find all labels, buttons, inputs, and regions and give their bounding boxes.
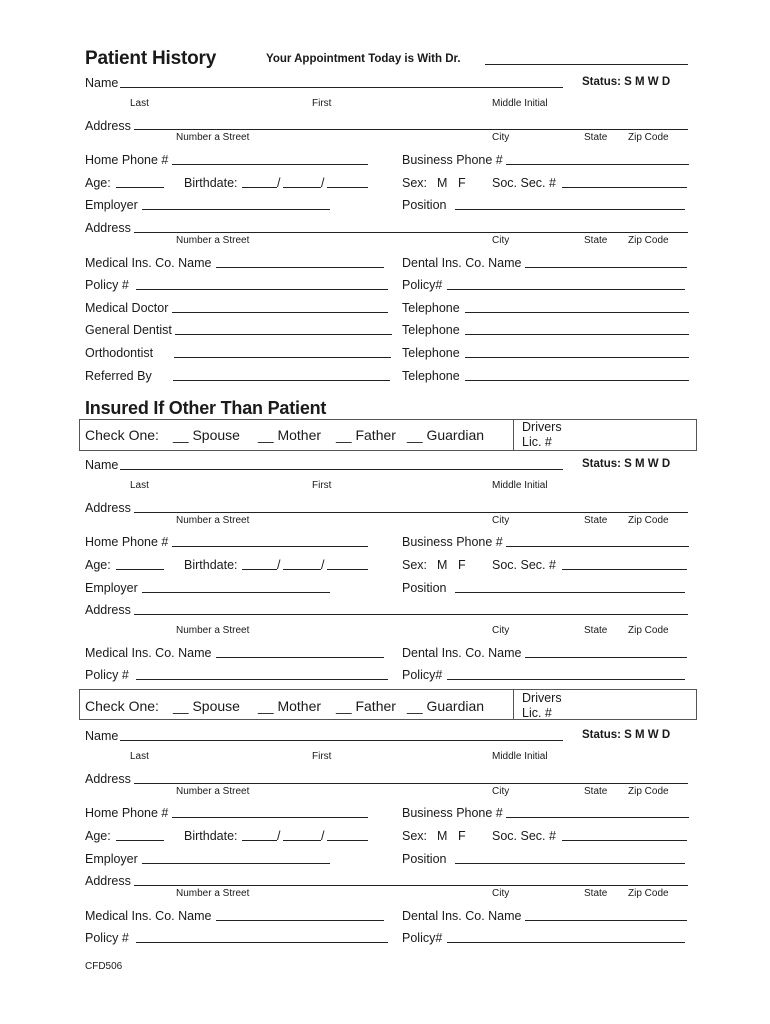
home-phone-field[interactable] [172, 152, 368, 165]
referred-by-field[interactable] [173, 368, 390, 381]
insured-birthdate-day-field[interactable] [283, 828, 321, 841]
date-slash: / [321, 558, 325, 572]
date-slash: / [321, 829, 325, 843]
sex-label: Sex: [402, 176, 428, 190]
age-label: Age: [85, 558, 111, 572]
city-caption: City [492, 888, 510, 899]
form-code: CFD506 [85, 961, 123, 972]
general-dentist-phone-field[interactable] [465, 322, 689, 335]
appointment-label: Your Appointment Today is With Dr. [266, 53, 461, 65]
first-name-caption: First [312, 480, 332, 491]
insured-birthdate-month-field[interactable] [242, 557, 277, 570]
form-title: Patient History [85, 48, 217, 69]
telephone-label: Telephone [402, 323, 460, 337]
sex-option-male[interactable]: M [437, 829, 448, 843]
business-phone-label: Business Phone # [402, 806, 503, 820]
policy-label: Policy # [85, 278, 129, 292]
relationship-father-option[interactable]: __ Father [336, 427, 396, 443]
street-caption: Number a Street [176, 786, 250, 797]
policy-label: Policy # [85, 668, 129, 682]
relationship-father-option[interactable]: __ Father [336, 698, 396, 714]
date-slash: / [277, 829, 281, 843]
box-divider [513, 689, 514, 720]
address-label: Address [85, 119, 131, 133]
insured-medical-ins-field[interactable] [216, 645, 384, 658]
medical-ins-label: Medical Ins. Co. Name [85, 256, 212, 270]
marital-status[interactable]: Status: S M W D [582, 458, 671, 470]
position-label: Position [402, 581, 447, 595]
marital-status[interactable]: Status: S M W D [582, 76, 671, 88]
doctor-name-field[interactable] [485, 52, 688, 65]
insured-business-phone-field[interactable] [506, 534, 689, 547]
last-name-caption: Last [130, 98, 149, 109]
relationship-guardian-option[interactable]: __ Guardian [407, 698, 485, 714]
insured-employer-field[interactable] [142, 580, 330, 593]
insured-business-phone-field[interactable] [506, 805, 689, 818]
address-label: Address [85, 501, 131, 515]
home-phone-label: Home Phone # [85, 535, 169, 549]
state-caption: State [584, 515, 608, 526]
sex-option-female[interactable]: F [458, 558, 466, 572]
insured-employer-address-field[interactable] [134, 873, 688, 886]
dental-ins-field[interactable] [525, 255, 687, 268]
dental-policy-label: Policy# [402, 931, 443, 945]
sex-option-female[interactable]: F [458, 176, 466, 190]
relationship-mother-option[interactable]: __ Mother [258, 698, 322, 714]
relationship-mother-option[interactable]: __ Mother [258, 427, 322, 443]
zip-caption: Zip Code [628, 625, 669, 636]
telephone-label: Telephone [402, 369, 460, 383]
telephone-label: Telephone [402, 301, 460, 315]
insured-medical-ins-field[interactable] [216, 908, 384, 921]
insured-dental-ins-field[interactable] [525, 908, 687, 921]
insured-home-phone-field[interactable] [172, 534, 368, 547]
insured-position-field[interactable] [455, 851, 685, 864]
medical-doctor-phone-field[interactable] [465, 300, 689, 313]
position-label: Position [402, 198, 447, 212]
position-label: Position [402, 852, 447, 866]
sex-label: Sex: [402, 829, 428, 843]
drivers-license-label: Drivers [522, 420, 562, 434]
policy-label: Policy # [85, 931, 129, 945]
telephone-label: Telephone [402, 346, 460, 360]
dental-ins-label: Dental Ins. Co. Name [402, 909, 522, 923]
middle-initial-caption: Middle Initial [492, 480, 548, 491]
insured-birthdate-day-field[interactable] [283, 557, 321, 570]
business-phone-label: Business Phone # [402, 535, 503, 549]
ssn-label: Soc. Sec. # [492, 558, 556, 572]
relationship-spouse-option[interactable]: __ Spouse [173, 698, 240, 714]
zip-caption: Zip Code [628, 888, 669, 899]
insured-age-field[interactable] [116, 828, 164, 841]
zip-caption: Zip Code [628, 515, 669, 526]
check-one-label: Check One: [85, 698, 159, 714]
sex-option-female[interactable]: F [458, 829, 466, 843]
drivers-license-label-line2: Lic. # [522, 706, 552, 720]
sex-option-male[interactable]: M [437, 176, 448, 190]
insured-dental-policy-field[interactable] [447, 667, 685, 680]
sex-option-male[interactable]: M [437, 558, 448, 572]
insured-dental-policy-field[interactable] [447, 930, 685, 943]
marital-status[interactable]: Status: S M W D [582, 729, 671, 741]
state-caption: State [584, 235, 608, 246]
first-name-caption: First [312, 98, 332, 109]
birthdate-year-field[interactable] [327, 175, 368, 188]
street-caption: Number a Street [176, 515, 250, 526]
position-field[interactable] [455, 197, 685, 210]
date-slash: / [321, 176, 325, 190]
insured-address-field[interactable] [134, 771, 688, 784]
drivers-license-label: Drivers [522, 691, 562, 705]
drivers-license-field[interactable] [560, 705, 688, 718]
middle-initial-caption: Middle Initial [492, 751, 548, 762]
city-caption: City [492, 786, 510, 797]
medical-doctor-field[interactable] [172, 300, 388, 313]
employer-address-field[interactable] [134, 220, 688, 233]
insured-employer-address-field[interactable] [134, 602, 688, 615]
address-label: Address [85, 603, 131, 617]
employer-field[interactable] [142, 197, 330, 210]
state-caption: State [584, 786, 608, 797]
insured-dental-ins-field[interactable] [525, 645, 687, 658]
address-label: Address [85, 221, 131, 235]
zip-caption: Zip Code [628, 132, 669, 143]
birthdate-label: Birthdate: [184, 558, 238, 572]
medical-ins-label: Medical Ins. Co. Name [85, 646, 212, 660]
medical-doctor-label: Medical Doctor [85, 301, 169, 315]
home-phone-label: Home Phone # [85, 806, 169, 820]
city-caption: City [492, 625, 510, 636]
age-field[interactable] [116, 175, 164, 188]
date-slash: / [277, 558, 281, 572]
dental-ins-label: Dental Ins. Co. Name [402, 256, 522, 270]
age-label: Age: [85, 829, 111, 843]
birthdate-label: Birthdate: [184, 176, 238, 190]
insured-name-field[interactable] [120, 457, 563, 470]
street-caption: Number a Street [176, 132, 250, 143]
birthdate-month-field[interactable] [242, 175, 277, 188]
birthdate-day-field[interactable] [283, 175, 321, 188]
employer-label: Employer [85, 581, 138, 595]
dental-ins-label: Dental Ins. Co. Name [402, 646, 522, 660]
insured-employer-field[interactable] [142, 851, 330, 864]
dental-policy-label: Policy# [402, 668, 443, 682]
referred-by-phone-field[interactable] [465, 368, 689, 381]
insured-age-field[interactable] [116, 557, 164, 570]
city-caption: City [492, 515, 510, 526]
middle-initial-caption: Middle Initial [492, 98, 548, 109]
orthodontist-field[interactable] [174, 345, 391, 358]
state-caption: State [584, 132, 608, 143]
employer-label: Employer [85, 852, 138, 866]
referred-by-label: Referred By [85, 369, 152, 383]
medical-ins-label: Medical Ins. Co. Name [85, 909, 212, 923]
insured-section-heading: Insured If Other Than Patient [85, 398, 327, 418]
name-label: Name [85, 729, 119, 743]
zip-caption: Zip Code [628, 786, 669, 797]
street-caption: Number a Street [176, 888, 250, 899]
business-phone-field[interactable] [506, 152, 689, 165]
insured-ssn-field[interactable] [562, 828, 687, 841]
city-caption: City [492, 235, 510, 246]
drivers-license-field[interactable] [560, 434, 688, 447]
insured-name-field[interactable] [120, 728, 563, 741]
first-name-caption: First [312, 751, 332, 762]
street-caption: Number a Street [176, 235, 250, 246]
address-label: Address [85, 772, 131, 786]
insured-address-field[interactable] [134, 500, 688, 513]
drivers-license-label-line2: Lic. # [522, 435, 552, 449]
medical-policy-field[interactable] [136, 277, 388, 290]
insured-home-phone-field[interactable] [172, 805, 368, 818]
name-label: Name [85, 458, 119, 472]
relationship-guardian-option[interactable]: __ Guardian [407, 427, 485, 443]
medical-ins-field[interactable] [216, 255, 384, 268]
last-name-caption: Last [130, 480, 149, 491]
home-phone-label: Home Phone # [85, 153, 169, 167]
sex-label: Sex: [402, 558, 428, 572]
insured-medical-policy-field[interactable] [136, 930, 388, 943]
insured-position-field[interactable] [455, 580, 685, 593]
street-caption: Number a Street [176, 625, 250, 636]
state-caption: State [584, 625, 608, 636]
dental-policy-label: Policy# [402, 278, 443, 292]
name-label: Name [85, 76, 119, 90]
birthdate-label: Birthdate: [184, 829, 238, 843]
dental-policy-field[interactable] [447, 277, 685, 290]
box-divider [513, 419, 514, 451]
insured-medical-policy-field[interactable] [136, 667, 388, 680]
check-one-label: Check One: [85, 427, 159, 443]
patient-address-field[interactable] [134, 117, 688, 130]
employer-label: Employer [85, 198, 138, 212]
insured-birthdate-year-field[interactable] [327, 557, 368, 570]
general-dentist-label: General Dentist [85, 323, 172, 337]
state-caption: State [584, 888, 608, 899]
orthodontist-phone-field[interactable] [465, 345, 689, 358]
date-slash: / [277, 176, 281, 190]
patient-name-field[interactable] [120, 75, 563, 88]
insured-ssn-field[interactable] [562, 557, 687, 570]
city-caption: City [492, 132, 510, 143]
age-label: Age: [85, 176, 111, 190]
relationship-spouse-option[interactable]: __ Spouse [173, 427, 240, 443]
insured-birthdate-month-field[interactable] [242, 828, 277, 841]
ssn-field[interactable] [562, 175, 687, 188]
general-dentist-field[interactable] [175, 322, 392, 335]
orthodontist-label: Orthodontist [85, 346, 154, 360]
last-name-caption: Last [130, 751, 149, 762]
address-label: Address [85, 874, 131, 888]
insured-birthdate-year-field[interactable] [327, 828, 368, 841]
business-phone-label: Business Phone # [402, 153, 503, 167]
ssn-label: Soc. Sec. # [492, 176, 556, 190]
ssn-label: Soc. Sec. # [492, 829, 556, 843]
zip-caption: Zip Code [628, 235, 669, 246]
